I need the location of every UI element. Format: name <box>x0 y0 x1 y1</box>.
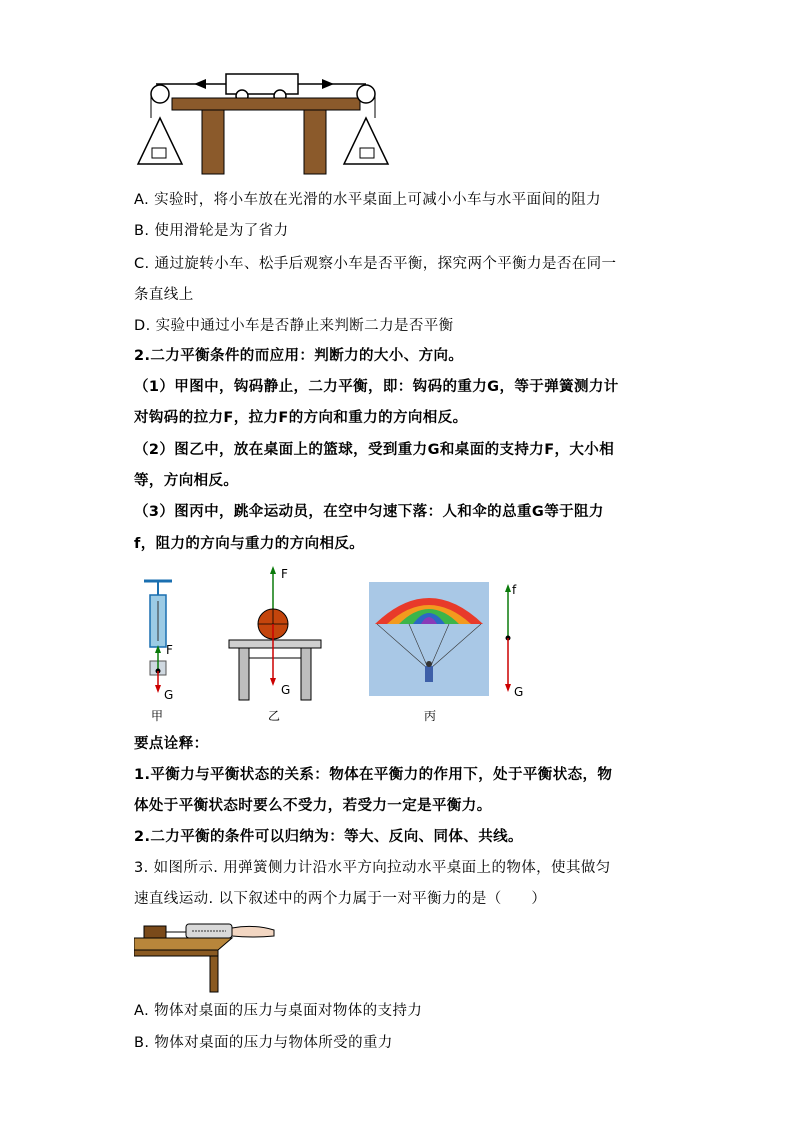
label-F-jia: F <box>166 643 173 657</box>
question3-line1: 3. 如图所示. 用弹簧侧力计沿水平方向拉动水平桌面上的物体，使其做匀 <box>134 860 611 876</box>
notes-title: 要点诠释： <box>134 736 209 752</box>
option-b: B. 使用滑轮是为了省力 <box>134 223 289 239</box>
spring-balance-block-figure <box>134 914 284 994</box>
section2-p3-line1: （3）图丙中，跳伞运动员，在空中匀速下落：人和伞的总重G等于阻力 <box>134 504 604 520</box>
option-c-line2: 条直线上 <box>134 287 194 303</box>
option-c-line1: C. 通过旋转小车、松手后观察小车是否平衡，探究两个平衡力是否在同一 <box>134 256 617 272</box>
section2-p2-line1: （2）图乙中，放在桌面上的篮球，受到重力G和桌面的支持力F，大小相 <box>134 442 615 458</box>
option-a: A. 实验时，将小车放在光滑的水平桌面上可减小小车与水平面间的阻力 <box>134 192 602 208</box>
parachute-figure <box>369 582 489 696</box>
label-G-jia: G <box>164 688 174 702</box>
section2-p2-line2: 等，方向相反。 <box>134 473 239 489</box>
section2-p3-line2: f，阻力的方向与重力的方向相反。 <box>134 536 365 552</box>
basketball-table-figure <box>225 562 325 704</box>
option-d: D. 实验中通过小车是否静止来判断二力是否平衡 <box>134 318 454 334</box>
note1-line2: 体处于平衡状态时要么不受力，若受力一定是平衡力。 <box>134 798 492 814</box>
spring-scale-figure <box>138 575 188 705</box>
question3-line2: 速直线运动. 以下叙述中的两个力属于一对平衡力的是（ ） <box>134 891 547 907</box>
section2-p1-line1: （1）甲图中，钩码静止，二力平衡，即：钩码的重力G，等于弹簧测力计 <box>134 379 619 395</box>
label-G-bing: G <box>514 685 524 699</box>
caption-jia: 甲 <box>151 709 164 723</box>
section2-title: 2.二力平衡条件的而应用：判断力的大小、方向。 <box>134 348 464 364</box>
note2: 2.二力平衡的条件可以归纳为：等大、反向、同体、共线。 <box>134 829 523 845</box>
q3-option-a: A. 物体对桌面的压力与桌面对物体的支持力 <box>134 1003 423 1019</box>
q3-option-b: B. 物体对桌面的压力与物体所受的重力 <box>134 1035 393 1051</box>
caption-bing: 丙 <box>424 709 437 723</box>
parachute-force-arrows <box>500 582 520 698</box>
label-G-yi: G <box>281 683 291 697</box>
pulley-table-figure <box>134 68 394 178</box>
label-F-yi: F <box>281 567 288 581</box>
section2-p1-line2: 对钩码的拉力F，拉力F的方向和重力的方向相反。 <box>134 410 468 426</box>
note1-line1: 1.平衡力与平衡状态的关系：物体在平衡力的作用下，处于平衡状态，物 <box>134 767 613 783</box>
label-f-bing: f <box>512 583 517 597</box>
caption-yi: 乙 <box>268 709 281 723</box>
